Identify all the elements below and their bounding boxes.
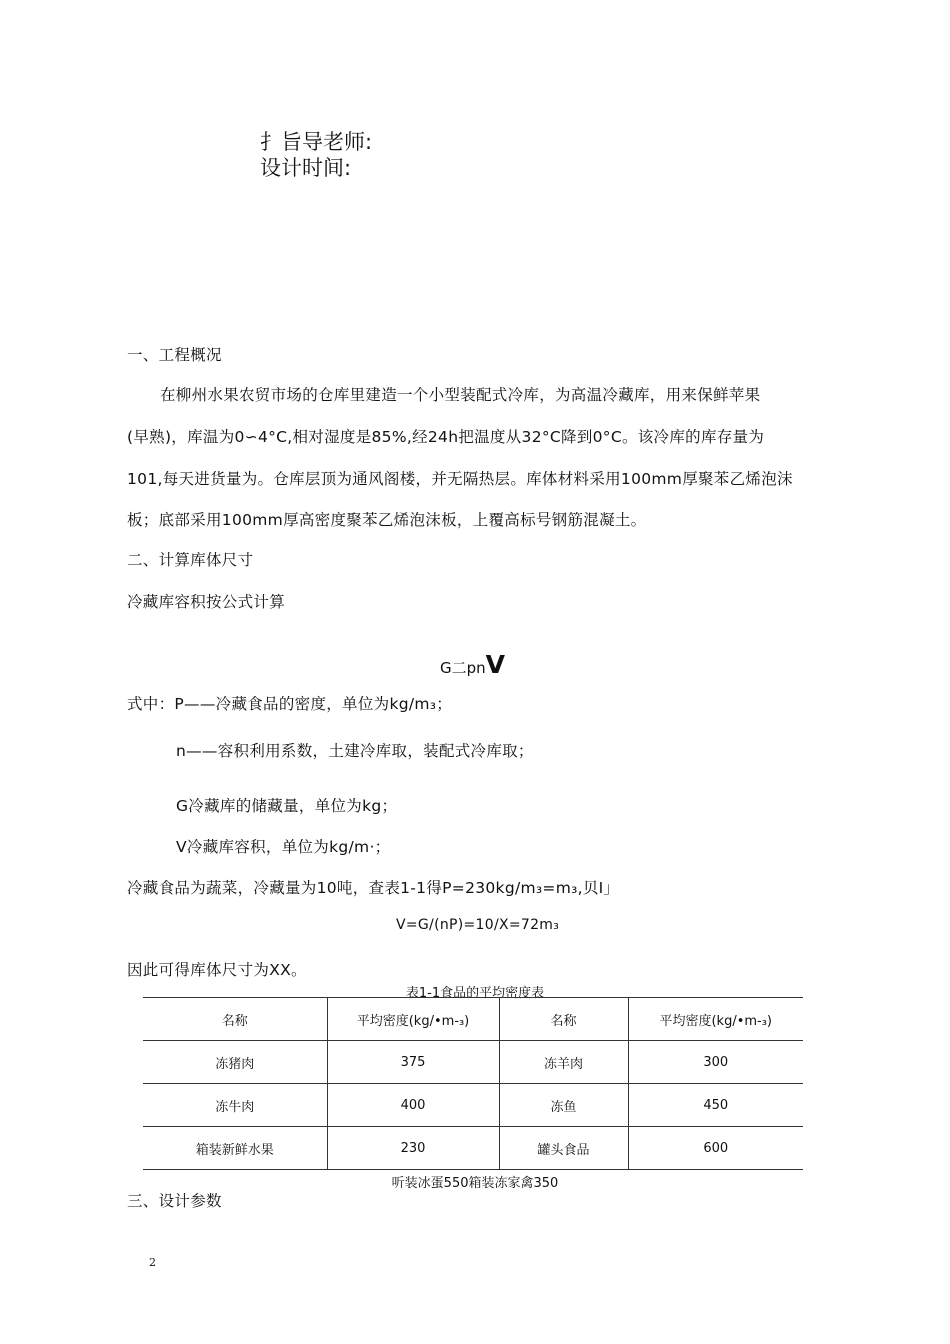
- table-cell: 冻牛肉: [143, 1084, 327, 1127]
- table-cell: 600: [628, 1127, 803, 1170]
- table-cell: 400: [327, 1084, 499, 1127]
- table-row: [143, 1127, 803, 1170]
- advisor-label: 扌旨导老师:: [260, 130, 373, 154]
- header-cell: 名称: [499, 998, 628, 1041]
- table-cell: 375: [327, 1041, 499, 1084]
- paragraph-line: 101,每天进货量为。仓库层顶为通风阁楼，并无隔热层。库体材料采用100mm厚聚苯乙烯泡沫: [127, 470, 793, 488]
- header-cell: 平均密度(kg/•m-₃): [628, 998, 803, 1041]
- design-time-label: 设计时间:: [260, 156, 352, 180]
- table-cell: 冻羊肉: [499, 1041, 628, 1084]
- table-header-row: [143, 998, 803, 1041]
- section-1-heading: 一、工程概况: [127, 346, 222, 364]
- table-cell: 冻猪肉: [143, 1041, 327, 1084]
- table-cell: 罐头食品: [499, 1127, 628, 1170]
- table-cell: 箱装新鲜水果: [143, 1127, 327, 1170]
- formula-prefix: G二pn: [440, 659, 486, 677]
- table-row: [143, 1084, 803, 1127]
- page-number: 2: [149, 1256, 156, 1269]
- calculation-line: 冷藏食品为蔬菜，冷藏量为10吨，查表1-1得P=230kg/m₃=m₃,贝I」: [127, 879, 620, 897]
- formula-intro: 冷藏库容积按公式计算: [127, 593, 286, 611]
- volume-formula: V=G/(nP)=10/X=72m₃: [396, 917, 560, 933]
- where-line: V冷藏库容积，单位为kg/m·；: [176, 838, 391, 856]
- table-cell: 450: [628, 1084, 803, 1127]
- where-line: n——容积利用系数，土建冷库取，装配式冷库取；: [176, 742, 534, 760]
- paragraph-line: 板；底部采用100mm厚高密度聚苯乙烯泡沫板，上覆高标号钢筋混凝土。: [127, 511, 647, 529]
- table-cell: 300: [628, 1041, 803, 1084]
- header-cell: 名称: [143, 998, 327, 1041]
- where-line: G冷藏库的储藏量，单位为kg；: [176, 797, 398, 815]
- table-cell: 冻鱼: [499, 1084, 628, 1127]
- section-3-heading: 三、设计参数: [127, 1192, 222, 1210]
- where-line: 式中：P——冷藏食品的密度，单位为kg/m₃；: [127, 695, 453, 713]
- section-2-heading: 二、计算库体尺寸: [127, 551, 254, 569]
- table-row: [143, 1041, 803, 1084]
- table-footnote: 听装冰蛋550箱装冻家禽350: [391, 1176, 559, 1191]
- paragraph-line: (早熟)，库温为0∽4°C,相对湿度是85%,经24h把温度从32°C降到0°C。该冷库的库存量为: [127, 428, 765, 446]
- storage-formula: [440, 650, 505, 679]
- formula-volume-symbol: V: [485, 650, 506, 679]
- table-cell: 230: [327, 1127, 499, 1170]
- paragraph-line: 在柳州水果农贸市场的仓库里建造一个小型装配式冷库，为高温冷藏库，用来保鲜苹果: [160, 386, 761, 404]
- table-caption: 表1-1食品的平均密度表: [405, 986, 545, 1001]
- density-table: [143, 997, 803, 1170]
- header-cell: 平均密度(kg/•m-₃): [327, 998, 499, 1041]
- conclusion-line: 因此可得库体尺寸为XX。: [127, 961, 307, 979]
